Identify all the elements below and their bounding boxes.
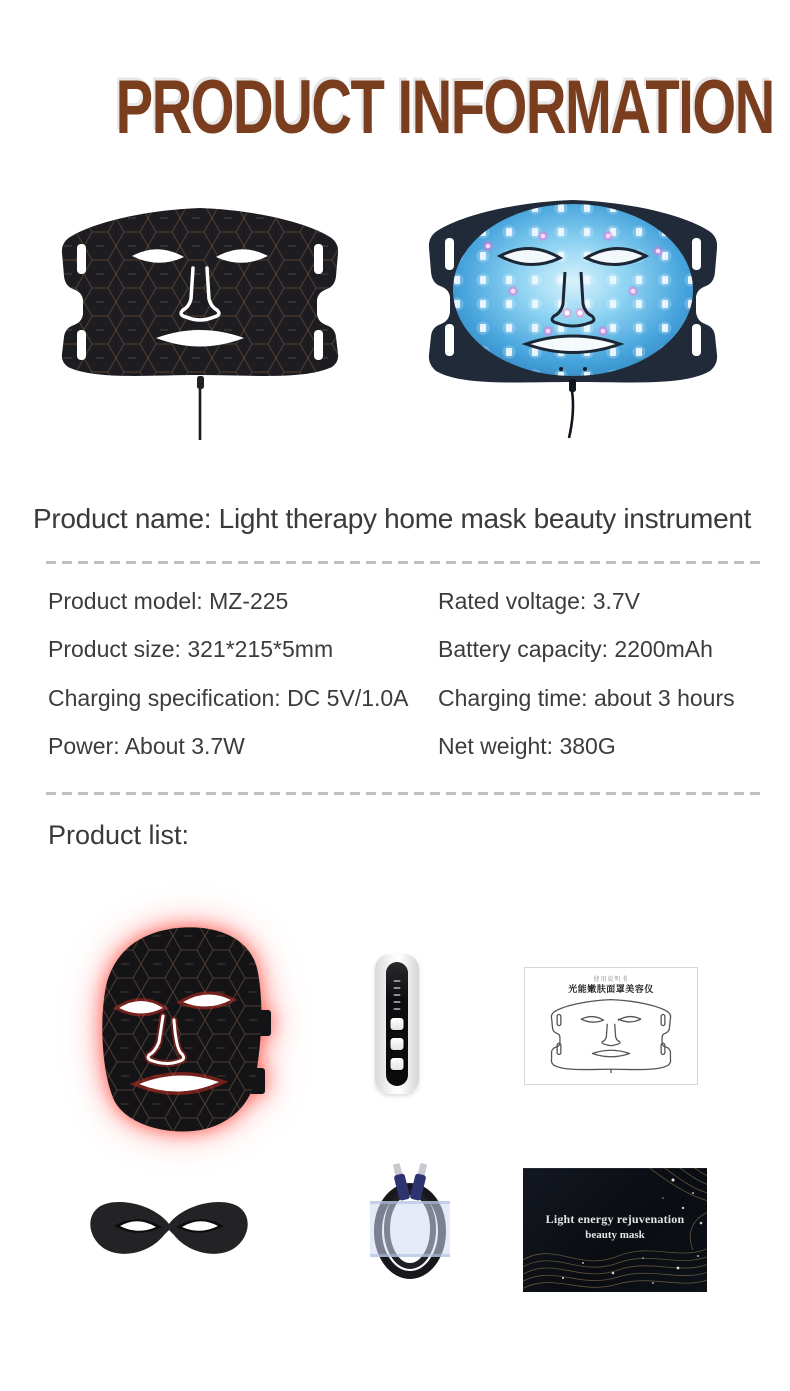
box-title-line2: beauty mask [585,1228,645,1241]
spec-net-weight: Net weight: 380G [438,733,616,759]
spec-battery-capacity: Battery capacity: 2200mAh [438,636,713,662]
mask-off-image [52,204,348,444]
manual-mask-diagram [541,995,681,1073]
dashed-divider [46,792,762,795]
mask-lit-image [418,196,728,442]
box-title-text [523,1212,707,1242]
package-box-image [523,1168,707,1292]
eye-mask-image [86,1196,252,1264]
spec-charging-specification: Charging specification: DC 5V/1.0A [48,685,409,711]
page-title: PRODUCT INFORMATION [115,65,774,150]
remote-controller-image [375,954,419,1094]
spec-product-size: Product size: 321*215*5mm [48,636,334,662]
dashed-divider [46,561,762,564]
spec-rated-voltage: Rated voltage: 3.7V [438,588,641,614]
remote-button [391,1018,404,1030]
manual-title-text: 光能嫩肤面罩美容仪 [568,984,654,995]
remote-indicator-marks [394,980,401,1010]
spec-charging-time: Charging time: about 3 hours [438,685,735,711]
box-title-line1: Light energy rejuvenation [545,1212,685,1226]
user-manual-image [524,967,698,1085]
remote-button [391,1038,404,1050]
remote-panel [386,962,408,1086]
spec-power: Power: About 3.7W [48,733,245,759]
usb-cable-image [367,1157,453,1291]
page-title-wrap [0,65,790,150]
product-list-heading: Product list: [48,820,190,850]
product-name-text: Product name: Light therapy home mask beauty instrument [33,503,752,534]
remote-button [391,1058,404,1070]
red-glow-mask-image [77,922,282,1140]
spec-product-model: Product model: MZ-225 [48,588,289,614]
manual-subtitle-text: 使用说明书 [593,977,629,983]
